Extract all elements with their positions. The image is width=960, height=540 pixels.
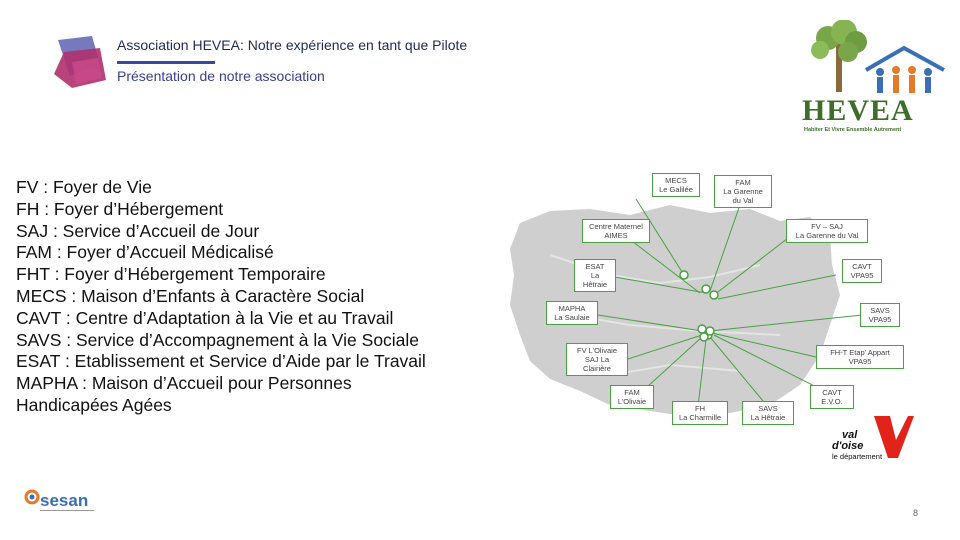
glossary-item: FV : Foyer de Vie bbox=[16, 177, 152, 197]
page-number: 8 bbox=[913, 508, 919, 518]
map-label-fht-etap-appart: FH-T Etap’ Appart VPA95 bbox=[816, 345, 904, 369]
map-label-centre-maternel: Centre Maternel AIMES bbox=[582, 219, 650, 243]
hevea-logo bbox=[796, 20, 954, 138]
sesan-logo-name: sesan bbox=[40, 491, 89, 510]
map-label-savs-hetraie: SAVS La Hêtraie bbox=[742, 401, 794, 425]
glossary-item: SAVS : Service d’Accompagnement à la Vie Sociale bbox=[16, 329, 420, 350]
valdoise-logo-line2: d'oise bbox=[832, 440, 864, 452]
map-label-esat: ESAT La Hêtraie bbox=[574, 259, 616, 292]
sesan-logo bbox=[22, 487, 98, 517]
page-subtitle: Présentation de notre association bbox=[117, 68, 325, 84]
map-label-cavt-vpa95: CAVT VPA95 bbox=[842, 259, 882, 283]
map-label-fh-charmille: FH La Charmille bbox=[672, 401, 728, 425]
valdoise-logo bbox=[830, 414, 916, 464]
map-label-fv-olivaie: FV L’Olivaie SAJ La Clairière bbox=[566, 343, 628, 376]
map-label-fam-garenne: FAM La Garenne du Val bbox=[714, 175, 772, 208]
map-label-mecs: MECS Le Galilée bbox=[652, 173, 700, 197]
map-label-fv-saj: FV – SAJ La Garenne du Val bbox=[786, 219, 868, 243]
glossary-item: MECS : Maison d’Enfants à Caractère Social bbox=[16, 285, 365, 306]
title-divider bbox=[117, 61, 215, 64]
acronym-glossary bbox=[16, 177, 496, 417]
map-label-fam-olivaie: FAM L’Olivaie bbox=[610, 385, 654, 409]
glossary-item: FH : Foyer d’Hébergement bbox=[16, 198, 224, 219]
association-logo-icon bbox=[48, 34, 110, 90]
glossary-item: CAVT : Centre d’Adaptation à la Vie et au Travail bbox=[16, 307, 394, 328]
hevea-logo-name: HEVEA bbox=[802, 94, 914, 127]
page-title: Association HEVEA: Notre expérience en tant que Pilote bbox=[117, 37, 468, 53]
valdoise-logo-line3: le département bbox=[832, 452, 883, 461]
glossary-item: FHT : Foyer d’Hébergement Temporaire bbox=[16, 264, 326, 285]
glossary-item: FAM : Foyer d’Accueil Médicalisé bbox=[16, 242, 274, 263]
hevea-logo-tagline: Habiter Et Vivre Ensemble Autrement bbox=[804, 127, 902, 133]
glossary-item: ESAT : Etablissement et Service d’Aide par le Travail bbox=[16, 351, 426, 372]
glossary-item: Handicapées Agées bbox=[16, 394, 172, 415]
glossary-item: SAJ : Service d’Accueil de Jour bbox=[16, 220, 260, 241]
map-label-cavt-evo: CAVT E.V.O. bbox=[810, 385, 854, 409]
map-label-mapha: MAPHA La Saulaie bbox=[546, 301, 598, 325]
map-label-savs-vpa95: SAVS VPA95 bbox=[860, 303, 900, 327]
glossary-item: MAPHA : Maison d’Accueil pour Personnes bbox=[16, 373, 352, 394]
valdoise-logo-line1: val bbox=[842, 429, 858, 441]
